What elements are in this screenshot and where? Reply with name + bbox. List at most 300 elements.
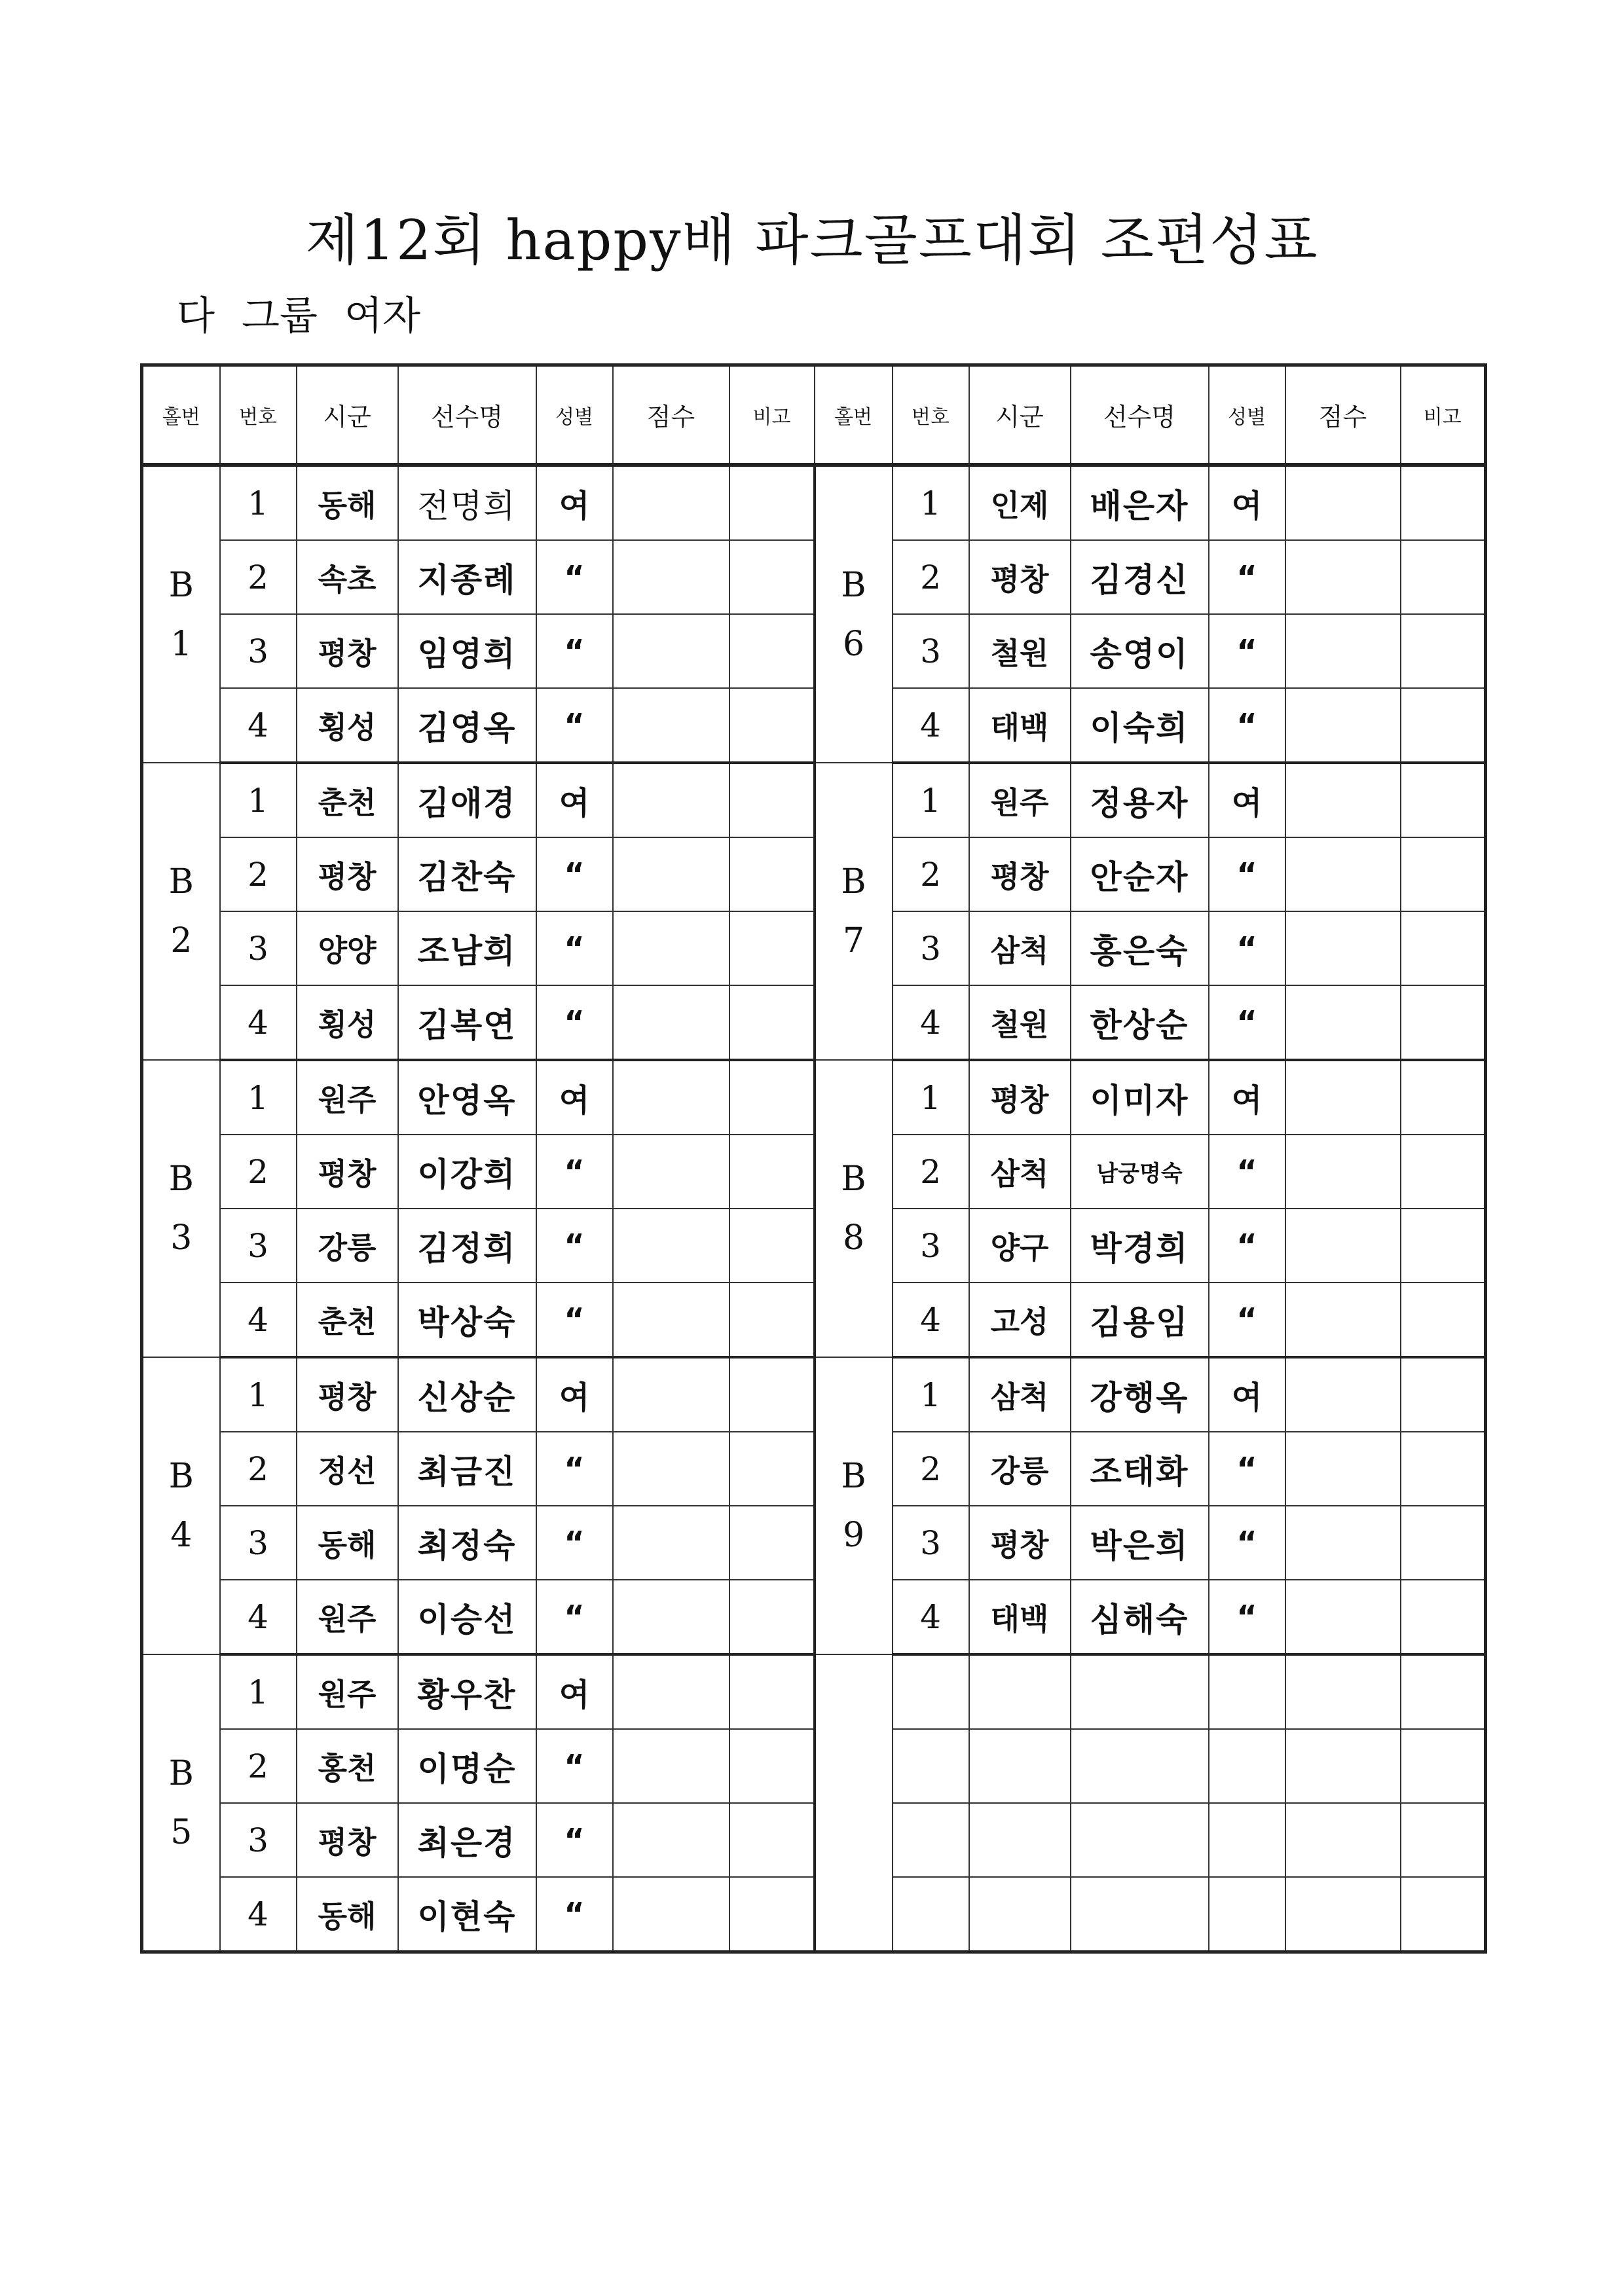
note-cell[interactable]: [729, 1209, 815, 1283]
hole-letter: B: [168, 862, 194, 902]
hole-letter: B: [841, 1159, 866, 1199]
header-note: 비고: [729, 365, 815, 465]
player-number: 2: [220, 1729, 297, 1803]
note-cell[interactable]: [1401, 1283, 1486, 1357]
score-cell[interactable]: [613, 763, 729, 837]
table-row: [142, 1209, 1486, 1283]
score-cell[interactable]: [613, 837, 729, 911]
player-name: 김찬숙: [398, 837, 536, 911]
player-number: 1: [220, 465, 297, 540]
hole-letter: B: [841, 862, 866, 902]
player-name: 김정희: [398, 1209, 536, 1283]
score-cell[interactable]: [1285, 1432, 1401, 1506]
header-gender: 성별: [1209, 365, 1285, 465]
header-hole: 홀번: [815, 365, 893, 465]
header-score: 점수: [1285, 365, 1401, 465]
hole-cell: [142, 465, 220, 763]
player-name: 배은자: [1071, 465, 1209, 540]
table-row: [142, 688, 1486, 763]
note-cell[interactable]: [1401, 837, 1486, 911]
gender-cell: “: [1209, 688, 1285, 763]
gender-cell: “: [536, 1283, 613, 1357]
note-cell[interactable]: [1401, 688, 1486, 763]
note-cell[interactable]: [1401, 1209, 1486, 1283]
score-cell[interactable]: [1285, 837, 1401, 911]
gender-cell: “: [1209, 540, 1285, 614]
player-number: 1: [893, 1357, 969, 1432]
score-cell[interactable]: [1285, 985, 1401, 1060]
gender-cell: [1209, 1877, 1285, 1952]
player-name: 이명순: [398, 1729, 536, 1803]
score-cell[interactable]: [1285, 1357, 1401, 1432]
player-name: 최정숙: [398, 1506, 536, 1580]
gender-cell: “: [536, 688, 613, 763]
city-cell: 평창: [297, 837, 398, 911]
player-name: 신상순: [398, 1357, 536, 1432]
hole-number: 9: [842, 1516, 865, 1555]
gender-cell: “: [1209, 911, 1285, 985]
player-number: 3: [220, 614, 297, 688]
player-number: 4: [893, 688, 969, 763]
note-cell[interactable]: [729, 837, 815, 911]
player-number: 1: [220, 1357, 297, 1432]
score-cell[interactable]: [613, 465, 729, 540]
player-number: 2: [893, 540, 969, 614]
table-row: [142, 614, 1486, 688]
player-number: 3: [893, 614, 969, 688]
note-cell[interactable]: [1401, 1506, 1486, 1580]
header-gender: 성별: [536, 365, 613, 465]
player-name: 안순자: [1071, 837, 1209, 911]
player-name: 안영옥: [398, 1060, 536, 1135]
player-name: [1071, 1729, 1209, 1803]
header-city: 시군: [297, 365, 398, 465]
note-cell[interactable]: [729, 1729, 815, 1803]
header-number: 번호: [220, 365, 297, 465]
player-name: 이숙희: [1071, 688, 1209, 763]
note-cell[interactable]: [1401, 1432, 1486, 1506]
gender-cell: “: [536, 985, 613, 1060]
city-cell: 평창: [969, 1060, 1071, 1135]
gender-cell: “: [1209, 1283, 1285, 1357]
note-cell[interactable]: [1401, 1877, 1486, 1952]
note-cell[interactable]: [729, 1060, 815, 1135]
city-cell: 홍천: [297, 1729, 398, 1803]
score-cell[interactable]: [613, 1357, 729, 1432]
gender-cell: 여: [1209, 763, 1285, 837]
player-number: 1: [893, 763, 969, 837]
player-number: 3: [220, 1209, 297, 1283]
score-cell[interactable]: [613, 1580, 729, 1654]
note-cell[interactable]: [1401, 1357, 1486, 1432]
score-cell[interactable]: [1285, 688, 1401, 763]
city-cell: 철원: [969, 985, 1071, 1060]
hole-cell: [815, 1357, 893, 1654]
player-name: 남궁명숙: [1071, 1135, 1209, 1209]
city-cell: 동해: [297, 1877, 398, 1952]
player-name: [1071, 1803, 1209, 1877]
player-number: 2: [893, 1432, 969, 1506]
city-cell: 평창: [297, 1803, 398, 1877]
gender-cell: “: [536, 1877, 613, 1952]
note-cell[interactable]: [1401, 1803, 1486, 1877]
player-number: 3: [893, 1209, 969, 1283]
document-title: 제12회 happy배 파크골프대회 조편성표: [305, 208, 1319, 272]
table-row: [142, 1654, 1486, 1729]
player-name: 조태화: [1071, 1432, 1209, 1506]
player-name: [1071, 1877, 1209, 1952]
hole-cell: [815, 1654, 893, 1952]
city-cell: 평창: [297, 1357, 398, 1432]
gender-cell: “: [536, 1506, 613, 1580]
gender-cell: “: [1209, 614, 1285, 688]
note-cell[interactable]: [1401, 1060, 1486, 1135]
table-row: [142, 1580, 1486, 1654]
gender-cell: “: [1209, 1209, 1285, 1283]
table-row: [142, 1729, 1486, 1803]
score-cell[interactable]: [1285, 614, 1401, 688]
hole-letter: B: [168, 1159, 194, 1199]
player-number: [893, 1729, 969, 1803]
player-number: 3: [220, 1506, 297, 1580]
hole-letter: B: [841, 565, 866, 605]
table-row: [142, 911, 1486, 985]
player-number: 2: [893, 1135, 969, 1209]
table-row: [142, 1803, 1486, 1877]
player-number: 2: [220, 1432, 297, 1506]
table-row: [142, 1432, 1486, 1506]
note-cell[interactable]: [729, 1580, 815, 1654]
hole-letter: B: [841, 1457, 866, 1496]
gender-cell: 여: [1209, 1060, 1285, 1135]
gender-cell: [1209, 1729, 1285, 1803]
score-cell[interactable]: [1285, 1654, 1401, 1729]
player-number: 4: [893, 985, 969, 1060]
note-cell[interactable]: [729, 688, 815, 763]
player-number: 3: [893, 1506, 969, 1580]
player-name: [1071, 1654, 1209, 1729]
note-cell[interactable]: [729, 540, 815, 614]
gender-cell: “: [536, 1729, 613, 1803]
city-cell: 춘천: [297, 1283, 398, 1357]
note-cell[interactable]: [1401, 1580, 1486, 1654]
hole-number: 3: [170, 1218, 193, 1258]
player-name: 한상순: [1071, 985, 1209, 1060]
note-cell[interactable]: [1401, 763, 1486, 837]
player-name: 박경희: [1071, 1209, 1209, 1283]
city-cell: 인제: [969, 465, 1071, 540]
city-cell: 원주: [297, 1060, 398, 1135]
header-score: 점수: [613, 365, 729, 465]
city-cell: 평창: [969, 1506, 1071, 1580]
note-cell[interactable]: [1401, 465, 1486, 540]
city-cell: 동해: [297, 1506, 398, 1580]
player-number: 4: [220, 688, 297, 763]
score-cell[interactable]: [1285, 540, 1401, 614]
gender-cell: “: [1209, 1506, 1285, 1580]
player-number: 2: [893, 837, 969, 911]
player-name: 김영옥: [398, 688, 536, 763]
gender-cell: 여: [536, 1060, 613, 1135]
table-row: [142, 465, 1486, 540]
score-cell[interactable]: [1285, 763, 1401, 837]
note-cell[interactable]: [729, 614, 815, 688]
player-name: 김경신: [1071, 540, 1209, 614]
gender-cell: “: [1209, 1135, 1285, 1209]
note-cell[interactable]: [1401, 1135, 1486, 1209]
group-subtitle: 다 그룹 여자: [177, 293, 420, 339]
city-cell: 삼척: [969, 911, 1071, 985]
city-cell: 횡성: [297, 688, 398, 763]
player-name: 이승선: [398, 1580, 536, 1654]
note-cell[interactable]: [729, 1283, 815, 1357]
table-row: [142, 540, 1486, 614]
gender-cell: [1209, 1654, 1285, 1729]
player-name: 송영이: [1071, 614, 1209, 688]
player-number: 1: [220, 1060, 297, 1135]
hole-cell: [142, 763, 220, 1060]
player-name: 김용임: [1071, 1283, 1209, 1357]
score-cell[interactable]: [1285, 1506, 1401, 1580]
score-cell[interactable]: [1285, 1135, 1401, 1209]
note-cell[interactable]: [729, 465, 815, 540]
hole-number: 6: [842, 624, 865, 664]
note-cell[interactable]: [729, 1506, 815, 1580]
player-number: 1: [220, 763, 297, 837]
city-cell: 삼척: [969, 1135, 1071, 1209]
city-cell: 양양: [297, 911, 398, 985]
player-name: 이강희: [398, 1135, 536, 1209]
gender-cell: “: [536, 540, 613, 614]
note-cell[interactable]: [729, 1877, 815, 1952]
note-cell[interactable]: [1401, 1654, 1486, 1729]
player-name: 홍은숙: [1071, 911, 1209, 985]
hole-letter: B: [168, 565, 194, 605]
player-name: 김복연: [398, 985, 536, 1060]
player-number: 4: [893, 1580, 969, 1654]
hole-cell: [815, 763, 893, 1060]
gender-cell: “: [536, 1580, 613, 1654]
hole-letter: B: [168, 1457, 194, 1496]
player-number: [893, 1654, 969, 1729]
player-name: 임영희: [398, 614, 536, 688]
city-cell: 강릉: [969, 1432, 1071, 1506]
table-row: [142, 1877, 1486, 1952]
score-cell[interactable]: [1285, 465, 1401, 540]
header-city: 시군: [969, 365, 1071, 465]
score-cell[interactable]: [613, 1729, 729, 1803]
city-cell: 양구: [969, 1209, 1071, 1283]
hole-cell: [815, 465, 893, 763]
player-name: 이미자: [1071, 1060, 1209, 1135]
player-name: 김애경: [398, 763, 536, 837]
player-number: 4: [220, 1580, 297, 1654]
score-cell[interactable]: [1285, 1209, 1401, 1283]
table-row: [142, 837, 1486, 911]
city-cell: 태백: [969, 1580, 1071, 1654]
score-cell[interactable]: [613, 985, 729, 1060]
player-number: 1: [893, 1060, 969, 1135]
gender-cell: “: [536, 1209, 613, 1283]
city-cell: 평창: [297, 614, 398, 688]
table-row: [142, 763, 1486, 837]
player-name: 황우찬: [398, 1654, 536, 1729]
gender-cell: 여: [536, 1357, 613, 1432]
note-cell[interactable]: [729, 1803, 815, 1877]
city-cell: 원주: [969, 763, 1071, 837]
player-name: 최금진: [398, 1432, 536, 1506]
hole-number: 4: [170, 1516, 193, 1555]
city-cell: [969, 1729, 1071, 1803]
gender-cell: 여: [1209, 1357, 1285, 1432]
city-cell: 동해: [297, 465, 398, 540]
player-name: 지종례: [398, 540, 536, 614]
gender-cell: “: [536, 1432, 613, 1506]
note-cell[interactable]: [1401, 1729, 1486, 1803]
player-name: 강행옥: [1071, 1357, 1209, 1432]
player-number: 2: [220, 540, 297, 614]
city-cell: [969, 1654, 1071, 1729]
gender-cell: “: [536, 614, 613, 688]
note-cell[interactable]: [1401, 614, 1486, 688]
gender-cell: 여: [536, 465, 613, 540]
score-cell[interactable]: [613, 1654, 729, 1729]
score-cell[interactable]: [1285, 1877, 1401, 1952]
gender-cell: “: [536, 1803, 613, 1877]
player-number: 4: [220, 985, 297, 1060]
header-hole: 홀번: [142, 365, 220, 465]
note-cell[interactable]: [1401, 540, 1486, 614]
gender-cell: 여: [1209, 465, 1285, 540]
gender-cell: 여: [536, 763, 613, 837]
table-row: [142, 1506, 1486, 1580]
note-cell[interactable]: [729, 1654, 815, 1729]
hole-number: 5: [170, 1812, 193, 1852]
table-row: [142, 985, 1486, 1060]
gender-cell: “: [536, 1135, 613, 1209]
city-cell: 평창: [969, 837, 1071, 911]
city-cell: 평창: [969, 540, 1071, 614]
gender-cell: “: [536, 837, 613, 911]
hole-number: 7: [842, 921, 865, 960]
player-number: 3: [893, 911, 969, 985]
note-cell[interactable]: [729, 1357, 815, 1432]
score-cell[interactable]: [1285, 1803, 1401, 1877]
city-cell: 횡성: [297, 985, 398, 1060]
city-cell: 속초: [297, 540, 398, 614]
hole-cell: [142, 1654, 220, 1952]
player-number: 2: [220, 1135, 297, 1209]
score-cell[interactable]: [1285, 1060, 1401, 1135]
table-row: [142, 1283, 1486, 1357]
city-cell: 원주: [297, 1580, 398, 1654]
player-number: 4: [220, 1877, 297, 1952]
player-number: 4: [893, 1283, 969, 1357]
note-cell[interactable]: [1401, 985, 1486, 1060]
note-cell[interactable]: [729, 911, 815, 985]
gender-cell: “: [1209, 985, 1285, 1060]
gender-cell: [1209, 1803, 1285, 1877]
score-cell[interactable]: [613, 1135, 729, 1209]
gender-cell: “: [1209, 1432, 1285, 1506]
city-cell: 정선: [297, 1432, 398, 1506]
score-cell[interactable]: [613, 688, 729, 763]
city-cell: [969, 1803, 1071, 1877]
note-cell[interactable]: [729, 763, 815, 837]
score-cell[interactable]: [613, 911, 729, 985]
city-cell: 고성: [969, 1283, 1071, 1357]
gender-cell: 여: [536, 1654, 613, 1729]
player-name: 정용자: [1071, 763, 1209, 837]
city-cell: 철원: [969, 614, 1071, 688]
city-cell: 강릉: [297, 1209, 398, 1283]
header-note: 비고: [1401, 365, 1486, 465]
player-name: 심해숙: [1071, 1580, 1209, 1654]
hole-number: 2: [170, 921, 193, 960]
city-cell: 삼척: [969, 1357, 1071, 1432]
player-number: 2: [220, 837, 297, 911]
score-cell[interactable]: [613, 1506, 729, 1580]
gender-cell: “: [1209, 1580, 1285, 1654]
score-cell[interactable]: [613, 1432, 729, 1506]
player-number: 3: [220, 911, 297, 985]
score-cell[interactable]: [1285, 911, 1401, 985]
note-cell[interactable]: [729, 1135, 815, 1209]
hole-number: 8: [842, 1218, 865, 1258]
score-cell[interactable]: [1285, 1729, 1401, 1803]
table-row: [142, 1135, 1486, 1209]
player-name: 전명희: [398, 465, 536, 540]
note-cell[interactable]: [729, 1432, 815, 1506]
hole-cell: [815, 1060, 893, 1357]
hole-number: 1: [170, 624, 193, 664]
score-cell[interactable]: [613, 1877, 729, 1952]
city-cell: 평창: [297, 1135, 398, 1209]
score-cell[interactable]: [1285, 1580, 1401, 1654]
header-player-name: 선수명: [398, 365, 536, 465]
player-number: [893, 1803, 969, 1877]
hole-cell: [142, 1357, 220, 1654]
player-number: [893, 1877, 969, 1952]
table-row: [142, 1357, 1486, 1432]
hole-letter: B: [168, 1753, 194, 1793]
score-cell[interactable]: [613, 614, 729, 688]
score-cell[interactable]: [613, 1209, 729, 1283]
header-number: 번호: [893, 365, 969, 465]
player-number: 1: [220, 1654, 297, 1729]
score-cell[interactable]: [613, 1283, 729, 1357]
score-cell[interactable]: [613, 1060, 729, 1135]
score-cell[interactable]: [613, 540, 729, 614]
hole-cell: [142, 1060, 220, 1357]
player-number: 3: [220, 1803, 297, 1877]
player-number: 4: [220, 1283, 297, 1357]
player-name: 최은경: [398, 1803, 536, 1877]
player-name: 박은희: [1071, 1506, 1209, 1580]
header-row: [142, 365, 1486, 465]
note-cell[interactable]: [1401, 911, 1486, 985]
score-cell[interactable]: [1285, 1283, 1401, 1357]
gender-cell: “: [1209, 837, 1285, 911]
score-cell[interactable]: [613, 1803, 729, 1877]
city-cell: 원주: [297, 1654, 398, 1729]
header-player-name: 선수명: [1071, 365, 1209, 465]
player-number: 1: [893, 465, 969, 540]
note-cell[interactable]: [729, 985, 815, 1060]
pairing-table: [140, 363, 1487, 1954]
player-name: 조남희: [398, 911, 536, 985]
city-cell: [969, 1877, 1071, 1952]
